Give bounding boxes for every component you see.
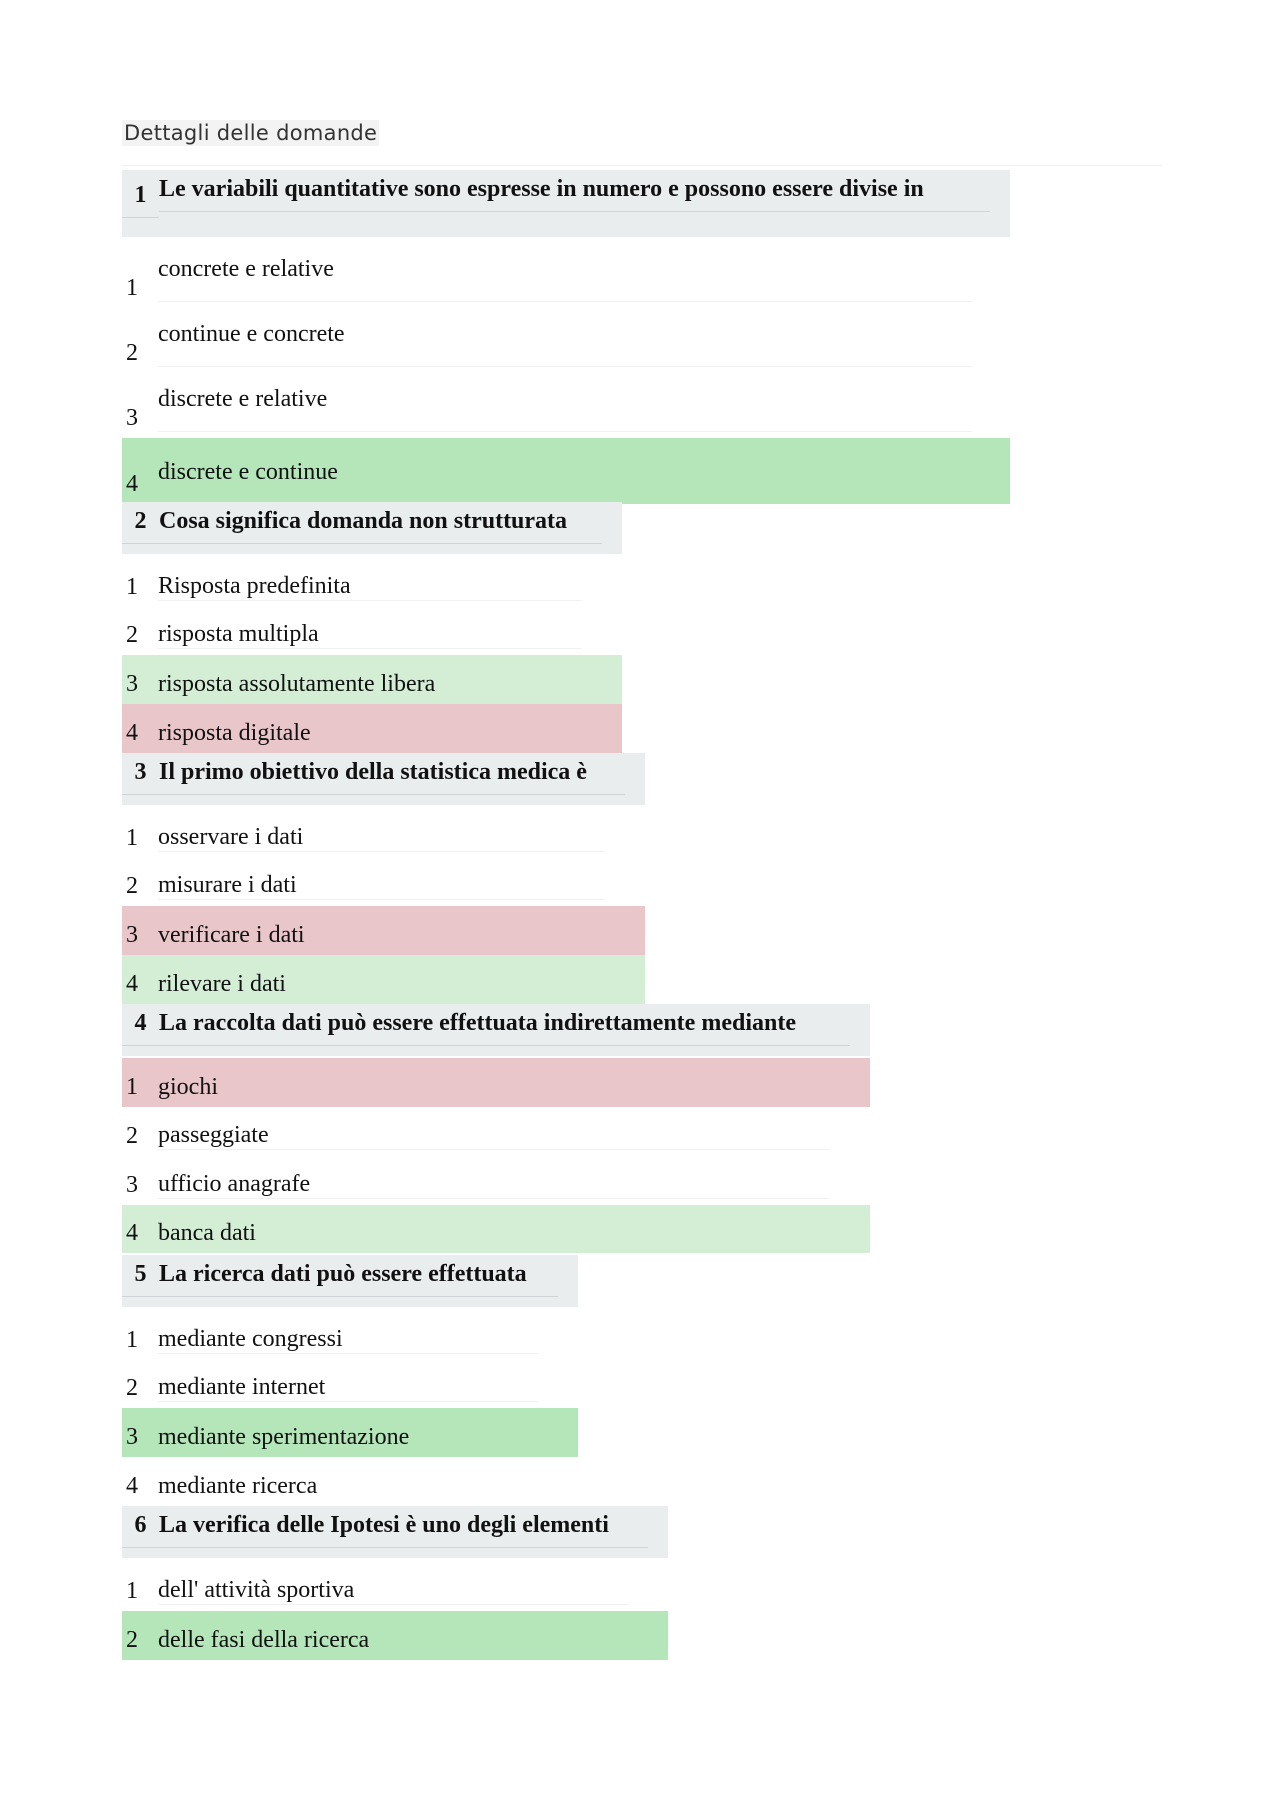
question-1 [122,170,1010,504]
question-header [122,1004,870,1056]
question-text: La ricerca dati può essere effettuata [159,1261,558,1297]
option-text: misurare i dati [158,872,605,900]
question-4 [122,1004,870,1253]
option-text: osservare i dati [158,824,605,852]
option-number: 1 [126,825,138,851]
option-number: 4 [126,471,138,497]
option-text: discrete e continue [158,459,338,485]
option-number: 2 [126,340,138,366]
question-5 [122,1255,578,1506]
answer-option-correct [122,1611,668,1660]
option-text: banca dati [158,1220,256,1246]
option-text: concrete e relative [158,256,972,302]
answer-option-correct [122,1205,870,1253]
option-number: 2 [126,1627,138,1653]
option-text: dell' attività sportiva [158,1577,628,1605]
option-number: 1 [126,1074,138,1100]
question-text: Le variabili quantitative sono espresse in numero e possono essere divise in [159,176,990,212]
option-number: 4 [126,1220,138,1246]
option-number: 1 [126,1578,138,1604]
option-text: verificare i dati [158,922,305,948]
question-text: Cosa significa domanda non strutturata [159,508,602,544]
option-text: mediante ricerca [158,1473,318,1499]
question-number: 5 [122,1261,159,1297]
question-text: La verifica delle Ipotesi è uno degli elementi [159,1512,648,1548]
option-text: giochi [158,1074,218,1100]
option-number: 1 [126,574,138,600]
option-number: 2 [126,622,138,648]
answer-option-wrong [122,1058,870,1107]
question-header [122,170,1010,237]
answer-option-correct [122,1408,578,1457]
option-number: 4 [126,971,138,997]
option-text: risposta multipla [158,621,582,649]
option-text: risposta assolutamente libera [158,671,436,697]
option-number: 3 [126,1424,138,1450]
question-2 [122,502,622,753]
title-divider [122,165,1162,166]
option-text: risposta digitale [158,720,311,746]
option-text: continue e concrete [158,321,972,367]
answer-option [122,1311,558,1360]
option-number: 4 [126,1473,138,1499]
question-number: 2 [122,508,159,544]
answer-option [122,1360,558,1408]
option-number: 2 [126,873,138,899]
option-text: discrete e relative [158,386,972,432]
option-number: 3 [126,1172,138,1198]
option-number: 3 [126,671,138,697]
answer-option [122,308,992,373]
option-number: 4 [126,720,138,746]
question-6 [122,1506,668,1660]
answer-option-wrong [122,704,622,753]
answer-option [122,1156,850,1205]
question-header [122,1255,578,1307]
question-number: 3 [122,759,159,795]
answer-option-wrong [122,906,645,955]
answer-option-correct [122,655,622,704]
option-text: mediante congressi [158,1326,538,1354]
answer-option [122,1457,578,1506]
question-3 [122,753,645,1004]
option-text: mediante internet [158,1374,538,1402]
option-number: 2 [126,1375,138,1401]
option-text: ufficio anagrafe [158,1171,830,1199]
answer-option [122,243,992,308]
option-text: Risposta predefinita [158,573,582,601]
question-number: 4 [122,1010,159,1046]
answer-option [122,1562,648,1611]
option-text: rilevare i dati [158,971,286,997]
question-number: 1 [122,182,159,218]
answer-option [122,858,625,906]
answer-option [122,809,625,858]
question-number: 6 [122,1512,159,1548]
option-number: 1 [126,275,138,301]
answer-option [122,373,992,438]
answer-option-correct [122,438,1010,504]
answer-option [122,1107,850,1156]
option-text: mediante sperimentazione [158,1424,410,1450]
question-text: La raccolta dati può essere effettuata indirettamente mediante [159,1010,850,1046]
question-header [122,1506,668,1558]
question-header [122,753,645,805]
question-text: Il primo obiettivo della statistica medica è [159,759,625,795]
answer-option [122,607,602,655]
option-text: passeggiate [158,1122,830,1150]
question-header [122,502,622,554]
option-number: 1 [126,1327,138,1353]
option-number: 3 [126,922,138,948]
page-title: Dettagli delle domande [124,121,378,145]
answer-option-correct [122,955,645,1004]
option-number: 2 [126,1123,138,1149]
answer-option [122,558,602,607]
option-number: 3 [126,405,138,431]
option-text: delle fasi della ricerca [158,1627,370,1653]
